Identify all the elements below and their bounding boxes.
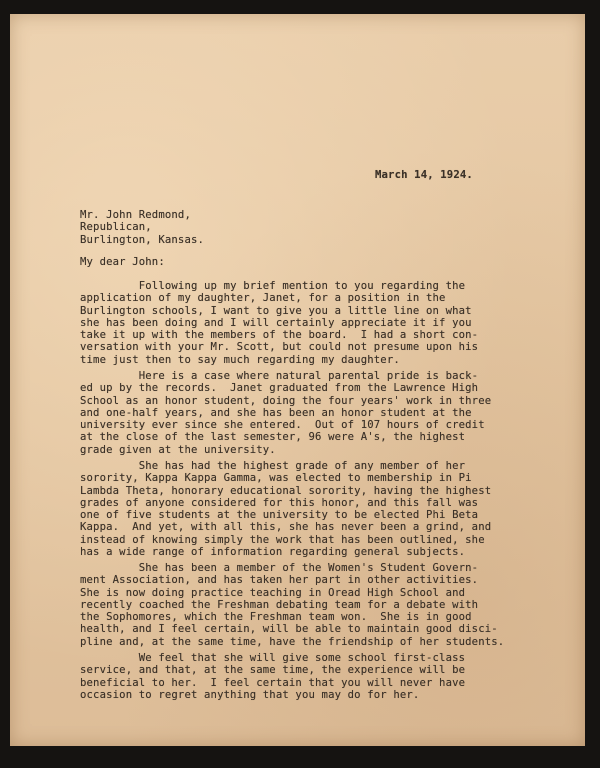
paragraph-honors xyxy=(80,460,491,558)
address-line-name: Mr. John Redmond, xyxy=(80,209,191,221)
paragraph-activities xyxy=(80,562,504,648)
paragraph-line: Kappa. And yet, with all this, she has never been a grind, and xyxy=(80,521,492,534)
letter-date: March 14, 1924. xyxy=(375,169,473,181)
paragraph-line: She has been a member of the Women's Student Govern- xyxy=(80,562,479,574)
paragraph-line: School as an honor student, doing the four years' work in three xyxy=(80,394,492,407)
paragraph-line: has a wide range of information regarding general subjects. xyxy=(80,546,466,559)
paragraph-line: Burlington schools, I want to give you a little line on what xyxy=(80,304,472,317)
paragraph-line: time just then to say much regarding my daughter. xyxy=(80,353,400,366)
paragraph-line: She has had the highest grade of any member of her xyxy=(80,460,466,472)
paragraph-line: versation with your Mr. Scott, but could not presume upon his xyxy=(80,341,479,354)
paragraph-line: She is now doing practice teaching in Oread High School and xyxy=(80,586,466,599)
address-line-organization: Republican, xyxy=(80,221,152,234)
paragraph-line: at the close of the last semester, 96 were A's, the highest xyxy=(80,431,466,444)
paragraph-line: and one-half years, and she has been an honor student at the xyxy=(80,406,472,419)
paragraph-line: grades of anyone considered for this honor, and this fall was xyxy=(80,496,479,509)
paragraph-application xyxy=(80,280,478,366)
paragraph-line: Lambda Theta, honorary educational sorority, having the highest xyxy=(80,484,492,497)
paragraph-line: university ever since she entered. Out of 107 hours of credit xyxy=(80,419,485,432)
paragraph-line: Here is a case where natural parental pride is back- xyxy=(80,370,479,382)
paragraph-line: the Sophomores, which the Freshman team won. She is in good xyxy=(80,611,472,624)
paragraph-line: Following up my brief mention to you regarding the xyxy=(80,280,466,292)
paragraph-closing xyxy=(80,652,465,701)
paragraph-line: service, and that, at the same time, the experience will be xyxy=(80,664,466,677)
salutation: My dear John: xyxy=(80,256,165,268)
address-line-city: Burlington, Kansas. xyxy=(80,233,205,246)
paragraph-line: sorority, Kappa Kappa Gamma, was elected to membership in Pi xyxy=(80,472,472,485)
paragraph-records xyxy=(80,370,491,456)
paragraph-line: beneficial to her. I feel certain that you will never have xyxy=(80,676,466,689)
paragraph-line: We feel that she will give some school first-class xyxy=(80,652,466,664)
paragraph-line: occasion to regret anything that you may do for her. xyxy=(80,688,420,701)
paragraph-line: one of five students at the university to be elected Phi Beta xyxy=(80,509,479,522)
paragraph-line: pline and, at the same time, have the friendship of her students. xyxy=(80,635,505,648)
paragraph-line: application of my daughter, Janet, for a position in the xyxy=(80,292,446,305)
paragraph-line: health, and I feel certain, will be able to maintain good disci- xyxy=(80,623,498,636)
paragraph-line: take it up with the members of the board. I had a short con- xyxy=(80,329,479,342)
paragraph-line: ed up by the records. Janet graduated from the Lawrence High xyxy=(80,382,479,395)
paragraph-line: ment Association, and has taken her part in other activities. xyxy=(80,574,479,587)
paragraph-line: instead of knowing simply the work that has been outlined, she xyxy=(80,533,485,546)
paragraph-line: grade given at the university. xyxy=(80,443,276,456)
recipient-address xyxy=(80,209,204,246)
paragraph-line: recently coached the Freshman debating team for a debate with xyxy=(80,598,479,611)
paragraph-line: she has been doing and I will certainly appreciate it if you xyxy=(80,316,472,329)
